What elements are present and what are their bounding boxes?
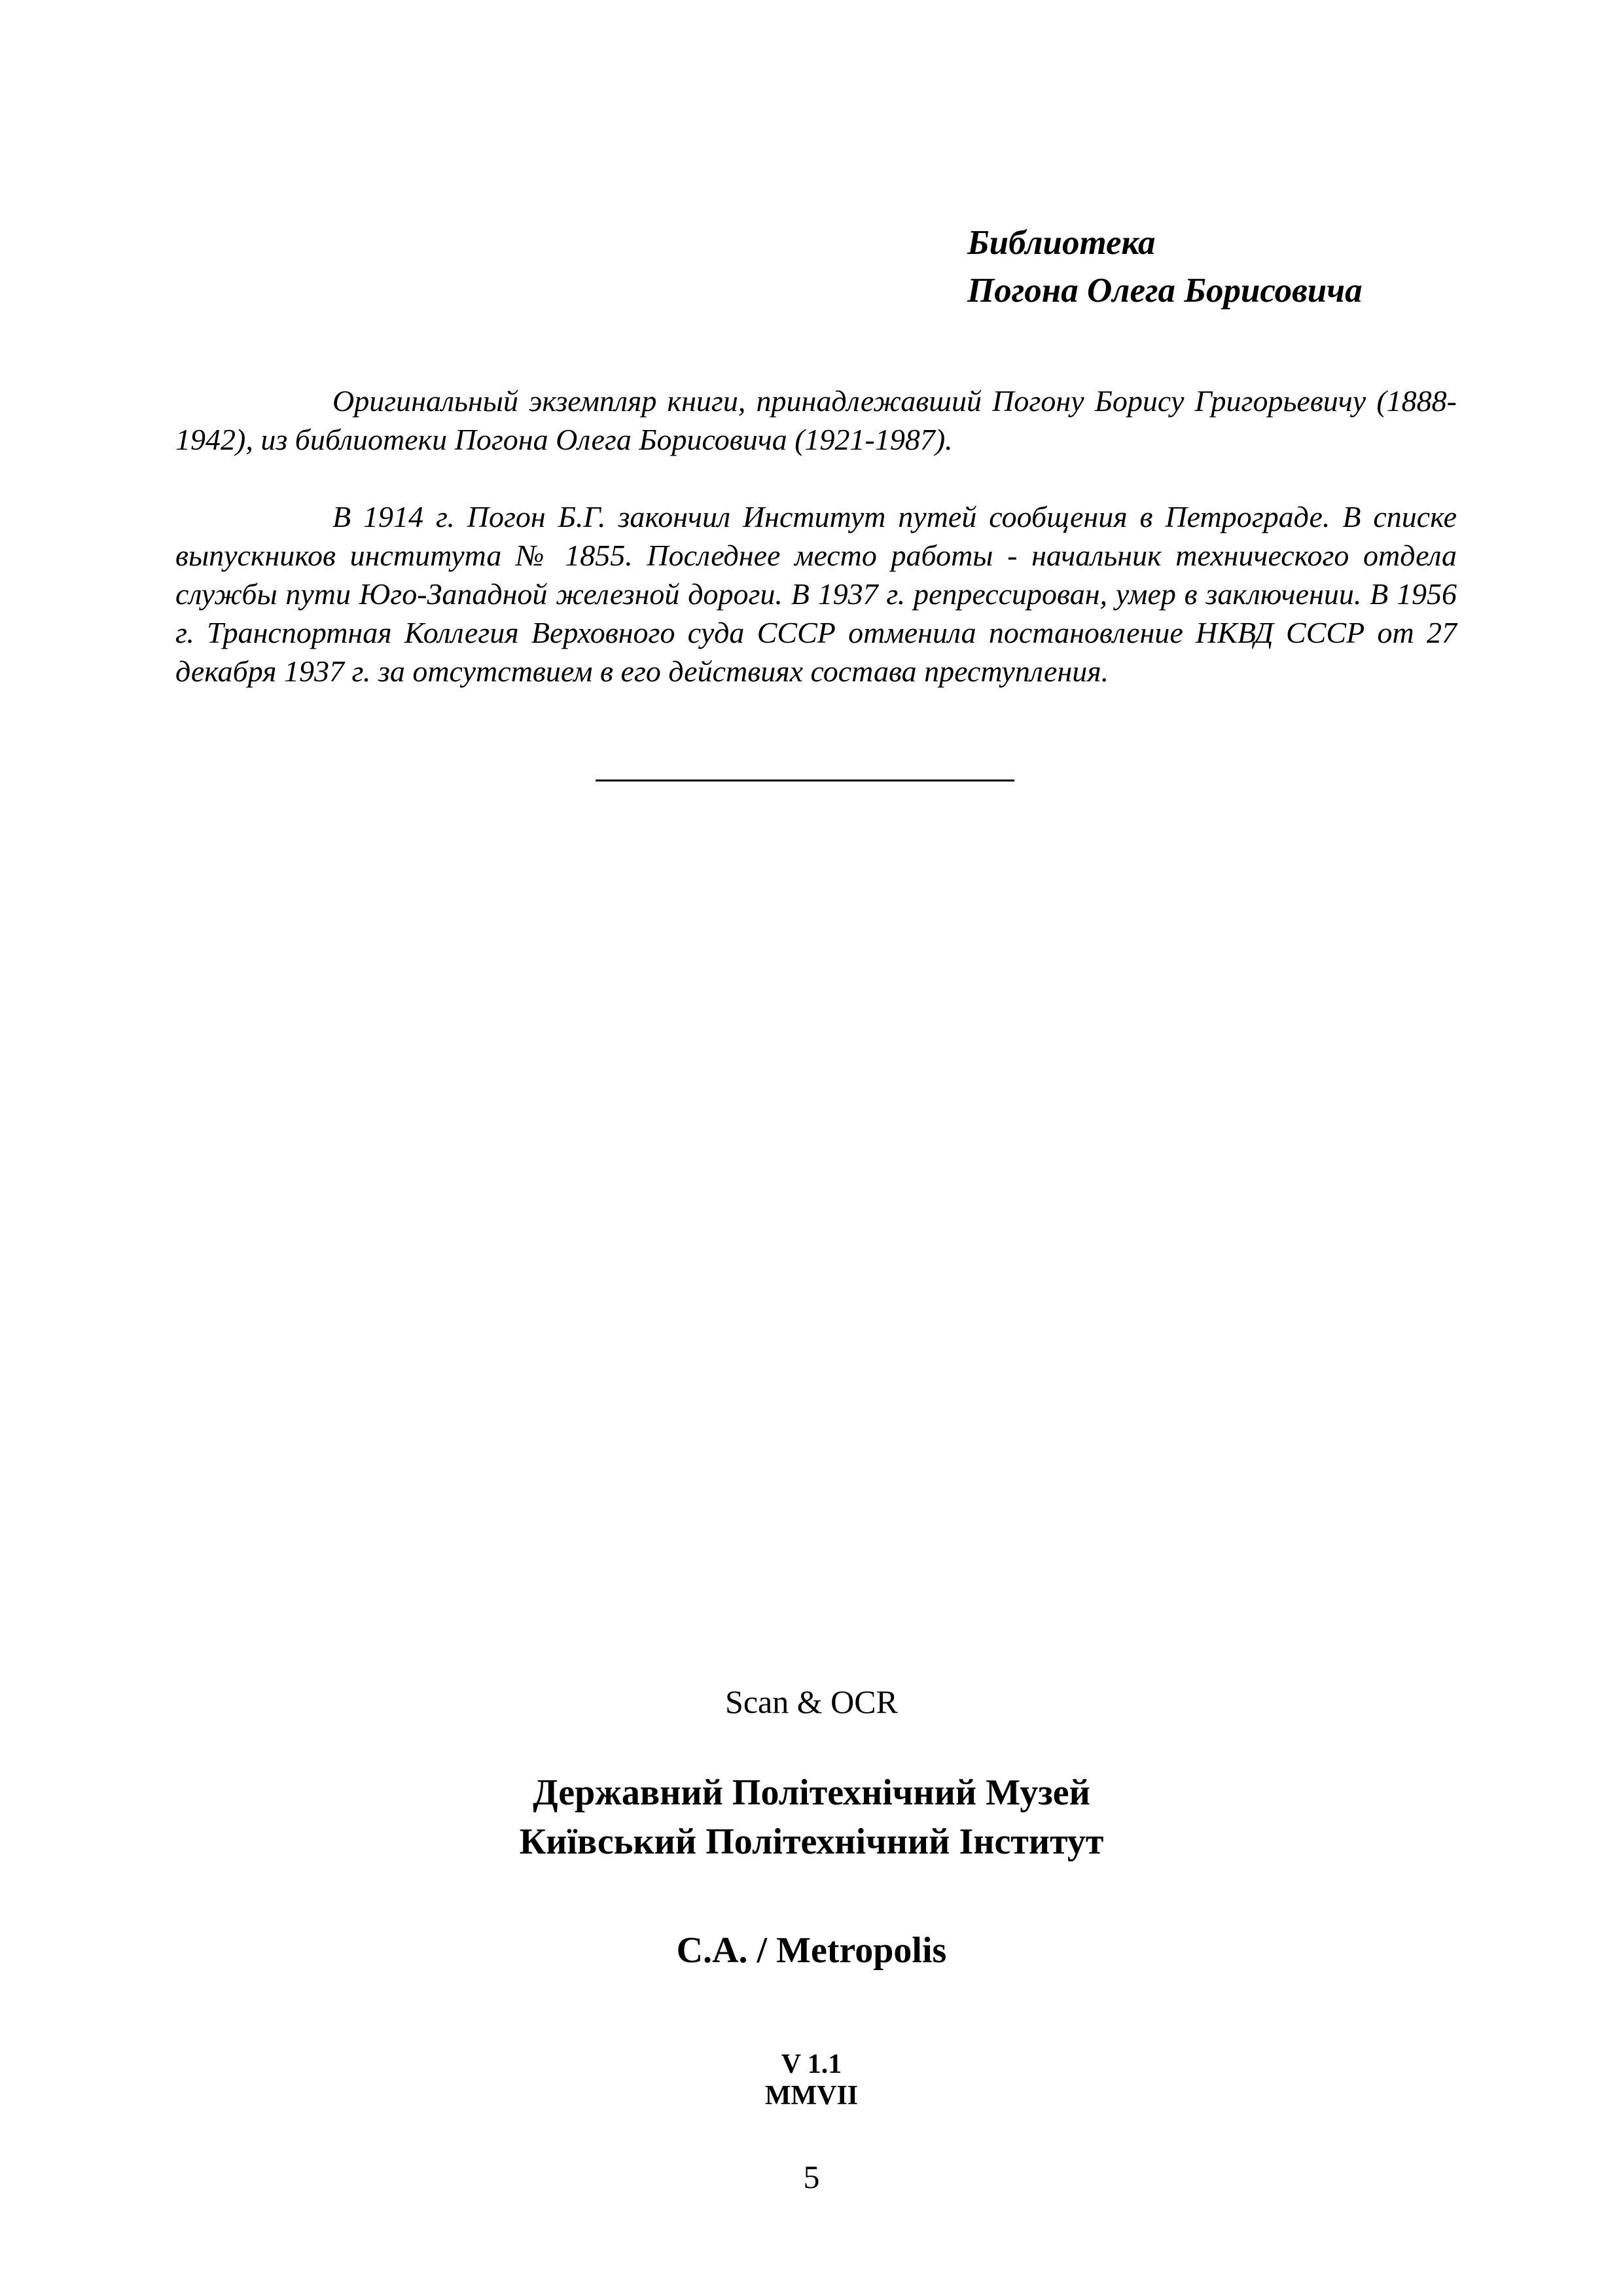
biography-paragraph: В 1914 г. Погон Б.Г. закончил Институт путей сообщения в Петрограде. В списке выпускников института № 1855. Последнее место работы - начальник технического отдела службы пути Юго-Западной железной дороги. В 1937 г. репрессирован, умер в заключении. В 1956 г. Транспортная Коллегия Верховного суда СССР отменила постановление НКВД СССР от 27 декабря 1937 г. за отсутствием в его действиях состава преступления. [175, 500, 1457, 688]
institution-line2: Київський Політехнічний Інститут [519, 1821, 1104, 1862]
separator-rule [596, 780, 1014, 781]
library-heading [967, 219, 1363, 315]
page-number: 5 [803, 2159, 820, 2195]
version-block [0, 2049, 1623, 2111]
institutions-block [0, 1768, 1623, 1867]
scan-credit: Scan & OCR [725, 1683, 898, 1720]
provenance-paragraph: Оригинальный экземпляр книги, принадлежавший Погону Борису Григорьевичу (1888-1942), из библиотеки Погона Олега Борисовича (1921-1987). [175, 384, 1457, 456]
version-number: V 1.1 [781, 2049, 842, 2079]
institution-line1: Державний Політехнічний Музей [533, 1772, 1090, 1813]
library-heading-line2: Погона Олега Борисовича [967, 272, 1363, 310]
library-heading-line1: Библиотека [967, 224, 1156, 262]
group-credit: C.A. / Metropolis [676, 1930, 947, 1971]
version-year: MMVII [764, 2081, 859, 2111]
